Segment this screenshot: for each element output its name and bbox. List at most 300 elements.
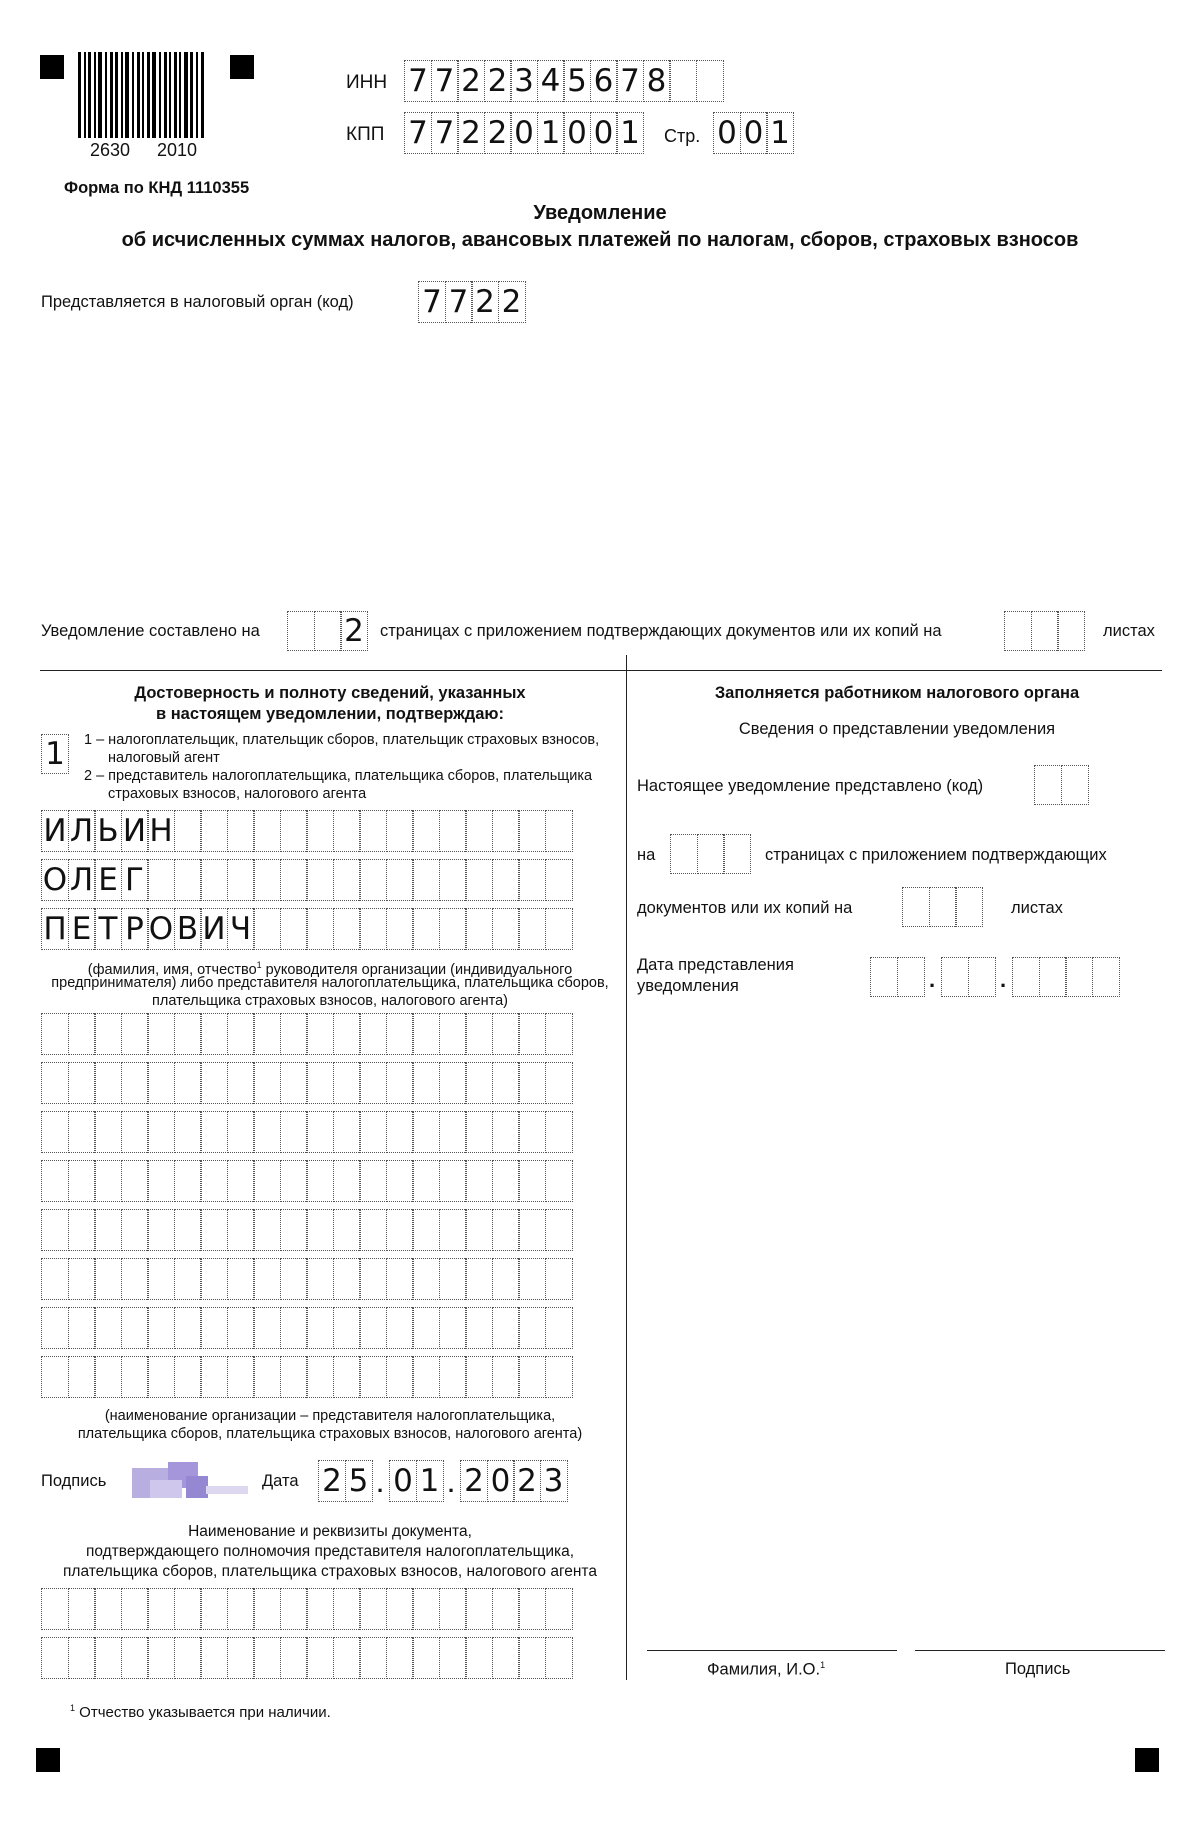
char-cell bbox=[492, 859, 520, 901]
char-cell: 0 bbox=[389, 1460, 417, 1502]
empty-cell-row bbox=[41, 1111, 571, 1153]
doc-caption-line2: подтверждающего полномочия представителя налогоплательщика, bbox=[85, 1543, 575, 1560]
char-cell bbox=[121, 1258, 149, 1300]
char-cell bbox=[359, 1356, 387, 1398]
page-number-cells bbox=[713, 112, 793, 154]
char-cell bbox=[386, 1637, 414, 1679]
surname-cells bbox=[41, 810, 571, 852]
doc-caption-line3: плательщика сборов, плательщика страховых взносов, налогового агента bbox=[63, 1563, 597, 1580]
barcode-bar bbox=[147, 52, 150, 138]
on-label: на bbox=[637, 846, 656, 864]
signature-date bbox=[318, 1460, 566, 1502]
char-cell: 2 bbox=[498, 281, 526, 323]
barcode-bar bbox=[78, 52, 81, 138]
char-cell bbox=[929, 887, 957, 927]
inn-label: ИНН bbox=[346, 72, 388, 93]
name-cells bbox=[41, 859, 571, 901]
char-cell bbox=[439, 1258, 467, 1300]
char-cell bbox=[492, 1588, 520, 1630]
title-line2: об исчисленных суммах налогов, авансовых платежей по налогам, сборов, страховых взносов bbox=[121, 229, 1079, 251]
char-cell bbox=[41, 1111, 69, 1153]
char-cell bbox=[200, 1209, 228, 1251]
char-cell bbox=[545, 1258, 573, 1300]
empty-cell-row bbox=[41, 1160, 571, 1202]
char-cell bbox=[697, 834, 725, 874]
char-cell: В bbox=[174, 908, 202, 950]
char-cell bbox=[41, 1307, 69, 1349]
empty-cell-row bbox=[41, 1209, 571, 1251]
char-cell bbox=[518, 1160, 546, 1202]
char-cell bbox=[147, 1356, 175, 1398]
char-cell bbox=[439, 1062, 467, 1104]
char-cell bbox=[518, 908, 546, 950]
char-cell bbox=[147, 1111, 175, 1153]
char-cell bbox=[280, 1209, 308, 1251]
char-cell bbox=[1039, 957, 1067, 997]
doc-caption-line1: Наименование и реквизиты документа, bbox=[188, 1523, 472, 1540]
char-cell bbox=[121, 1209, 149, 1251]
char-cell: 2 bbox=[484, 60, 512, 102]
char-cell bbox=[174, 1111, 202, 1153]
char-cell bbox=[492, 1013, 520, 1055]
signature-label: Подпись bbox=[41, 1472, 107, 1490]
char-cell bbox=[68, 1307, 96, 1349]
char-cell bbox=[333, 1258, 361, 1300]
corner-marker-top-left bbox=[40, 55, 64, 79]
form-code: Форма по КНД 1110355 bbox=[64, 179, 250, 197]
docs-label: документов или их копий на bbox=[637, 899, 853, 917]
char-cell bbox=[200, 1356, 228, 1398]
char-cell bbox=[1057, 611, 1085, 651]
char-cell: 0 bbox=[713, 112, 741, 154]
char-cell bbox=[68, 1637, 96, 1679]
char-cell bbox=[545, 1637, 573, 1679]
char-cell bbox=[227, 810, 255, 852]
char-cell bbox=[439, 908, 467, 950]
char-cell bbox=[306, 1013, 334, 1055]
char-cell: И bbox=[200, 908, 228, 950]
char-cell bbox=[333, 859, 361, 901]
char-cell bbox=[465, 859, 493, 901]
char-cell bbox=[465, 1637, 493, 1679]
signature-line bbox=[915, 1650, 1165, 1651]
barcode-bar bbox=[94, 52, 96, 138]
char-cell: 0 bbox=[590, 112, 618, 154]
char-cell bbox=[545, 859, 573, 901]
char-cell bbox=[94, 1062, 122, 1104]
char-cell bbox=[306, 859, 334, 901]
char-cell bbox=[545, 810, 573, 852]
char-cell bbox=[359, 1307, 387, 1349]
char-cell bbox=[545, 1588, 573, 1630]
char-cell bbox=[306, 1062, 334, 1104]
char-cell bbox=[333, 1111, 361, 1153]
char-cell bbox=[359, 810, 387, 852]
fio-caption-line2: предпринимателя) либо представителя налогоплательщика, плательщика сборов, bbox=[51, 975, 609, 991]
signer-type-cell bbox=[41, 734, 68, 774]
char-cell bbox=[314, 611, 342, 651]
char-cell bbox=[518, 1637, 546, 1679]
char-cell bbox=[306, 1588, 334, 1630]
char-cell: 1 bbox=[537, 112, 565, 154]
right-heading: Заполняется работником налогового органа bbox=[714, 684, 1080, 702]
char-cell bbox=[518, 1307, 546, 1349]
char-cell bbox=[359, 1209, 387, 1251]
fio-caption-line1: (фамилия, имя, отчество$^1$ руководителя организации (индивидуального bbox=[87, 960, 573, 978]
char-cell bbox=[386, 1209, 414, 1251]
right-sheets-cells bbox=[902, 887, 982, 927]
char-cell bbox=[68, 1356, 96, 1398]
char-cell bbox=[1092, 957, 1120, 997]
char-cell bbox=[492, 1160, 520, 1202]
char-cell bbox=[174, 1209, 202, 1251]
char-cell bbox=[333, 1209, 361, 1251]
char-cell bbox=[465, 810, 493, 852]
char-cell bbox=[306, 810, 334, 852]
column-divider bbox=[626, 655, 627, 1680]
char-cell bbox=[147, 1637, 175, 1679]
char-cell bbox=[465, 1356, 493, 1398]
pages-suffix: листах bbox=[1103, 622, 1155, 640]
char-cell bbox=[465, 1307, 493, 1349]
char-cell bbox=[439, 1356, 467, 1398]
char-cell bbox=[968, 957, 996, 997]
char-cell bbox=[545, 1160, 573, 1202]
char-cell bbox=[412, 1588, 440, 1630]
submission-date-cells bbox=[870, 957, 1118, 997]
submission-date-label-line2: уведомления bbox=[637, 977, 739, 995]
char-cell bbox=[174, 1013, 202, 1055]
char-cell bbox=[174, 859, 202, 901]
barcode-bar bbox=[169, 52, 171, 138]
char-cell: 1 bbox=[41, 734, 69, 774]
empty-cell-row bbox=[41, 1258, 571, 1300]
char-cell bbox=[333, 1307, 361, 1349]
fio-signature-line bbox=[647, 1650, 897, 1651]
char-cell bbox=[545, 908, 573, 950]
section-divider bbox=[40, 670, 1162, 671]
char-cell bbox=[545, 1209, 573, 1251]
char-cell: 5 bbox=[563, 60, 591, 102]
char-cell: 7 bbox=[431, 112, 459, 154]
char-cell bbox=[941, 957, 969, 997]
char-cell bbox=[68, 1258, 96, 1300]
barcode-bar bbox=[84, 52, 86, 138]
submission-date-label-line1: Дата представления bbox=[637, 956, 794, 974]
char-cell bbox=[386, 1013, 414, 1055]
char-cell bbox=[518, 1013, 546, 1055]
char-cell: 3 bbox=[540, 1460, 568, 1502]
char-cell bbox=[121, 1160, 149, 1202]
char-cell bbox=[412, 859, 440, 901]
char-cell bbox=[68, 1209, 96, 1251]
submitted-code-cells bbox=[1034, 765, 1087, 805]
char-cell bbox=[1004, 611, 1032, 651]
barcode-bar bbox=[159, 52, 161, 138]
char-cell bbox=[333, 1013, 361, 1055]
inn-cells bbox=[404, 60, 722, 102]
barcode-bar bbox=[88, 52, 91, 138]
char-cell: 7 bbox=[418, 281, 446, 323]
char-cell bbox=[723, 834, 751, 874]
char-cell bbox=[439, 1637, 467, 1679]
char-cell bbox=[465, 1160, 493, 1202]
char-cell bbox=[41, 1258, 69, 1300]
char-cell bbox=[492, 1307, 520, 1349]
char-cell bbox=[280, 908, 308, 950]
char-cell bbox=[147, 1013, 175, 1055]
char-cell bbox=[227, 1637, 255, 1679]
char-cell: Ч bbox=[227, 908, 255, 950]
char-cell bbox=[306, 1209, 334, 1251]
char-cell bbox=[412, 1111, 440, 1153]
char-cell bbox=[147, 1160, 175, 1202]
char-cell: 0 bbox=[510, 112, 538, 154]
char-cell: Р bbox=[121, 908, 149, 950]
char-cell bbox=[359, 1062, 387, 1104]
char-cell bbox=[200, 810, 228, 852]
char-cell bbox=[41, 1013, 69, 1055]
char-cell bbox=[280, 1111, 308, 1153]
authority-label: Представляется в налоговый орган (код) bbox=[41, 293, 354, 311]
char-cell bbox=[94, 1637, 122, 1679]
char-cell bbox=[280, 1258, 308, 1300]
char-cell bbox=[439, 810, 467, 852]
char-cell: 7 bbox=[404, 60, 432, 102]
char-cell bbox=[121, 1111, 149, 1153]
char-cell bbox=[121, 1588, 149, 1630]
char-cell bbox=[306, 1307, 334, 1349]
char-cell bbox=[174, 1258, 202, 1300]
char-cell: 0 bbox=[740, 112, 768, 154]
char-cell: Л bbox=[68, 859, 96, 901]
char-cell bbox=[386, 908, 414, 950]
char-cell bbox=[200, 1258, 228, 1300]
char-cell bbox=[412, 1307, 440, 1349]
char-cell bbox=[492, 1356, 520, 1398]
char-cell bbox=[121, 1013, 149, 1055]
date-separator: . bbox=[999, 967, 1007, 992]
char-cell: 1 bbox=[616, 112, 644, 154]
char-cell bbox=[147, 1258, 175, 1300]
char-cell: Ь bbox=[94, 810, 122, 852]
char-cell bbox=[147, 1209, 175, 1251]
char-cell bbox=[870, 957, 898, 997]
char-cell bbox=[518, 1062, 546, 1104]
char-cell bbox=[412, 810, 440, 852]
char-cell bbox=[68, 1013, 96, 1055]
char-cell bbox=[121, 1307, 149, 1349]
char-cell bbox=[200, 859, 228, 901]
char-cell bbox=[280, 1160, 308, 1202]
char-cell: Е bbox=[68, 908, 96, 950]
right-sign-label: Подпись bbox=[1005, 1660, 1071, 1678]
sheets-count-cells bbox=[1004, 611, 1084, 651]
char-cell bbox=[412, 1209, 440, 1251]
barcode-bar bbox=[179, 52, 181, 138]
char-cell bbox=[386, 859, 414, 901]
char-cell bbox=[439, 859, 467, 901]
char-cell bbox=[518, 1111, 546, 1153]
char-cell bbox=[94, 1258, 122, 1300]
char-cell: 4 bbox=[537, 60, 565, 102]
char-cell bbox=[227, 859, 255, 901]
char-cell bbox=[955, 887, 983, 927]
char-cell bbox=[227, 1160, 255, 1202]
char-cell bbox=[306, 1258, 334, 1300]
char-cell bbox=[1061, 765, 1089, 805]
char-cell bbox=[41, 1062, 69, 1104]
right-pages-label: страницах с приложением подтверждающих bbox=[765, 846, 1107, 864]
char-cell: 7 bbox=[404, 112, 432, 154]
empty-cell-row bbox=[41, 1588, 571, 1630]
char-cell bbox=[465, 1209, 493, 1251]
char-cell bbox=[280, 1637, 308, 1679]
submitted-code-label: Настоящее уведомление представлено (код) bbox=[637, 777, 984, 795]
char-cell: 0 bbox=[487, 1460, 515, 1502]
char-cell bbox=[359, 1258, 387, 1300]
char-cell bbox=[518, 1356, 546, 1398]
barcode-bar bbox=[174, 52, 177, 138]
char-cell bbox=[359, 1637, 387, 1679]
barcode-bar bbox=[142, 52, 144, 138]
char-cell: Г bbox=[121, 859, 149, 901]
char-cell bbox=[280, 810, 308, 852]
char-cell bbox=[1034, 765, 1062, 805]
char-cell: 2 bbox=[457, 60, 485, 102]
char-cell bbox=[41, 1637, 69, 1679]
barcode-bar bbox=[184, 52, 188, 138]
char-cell bbox=[412, 1160, 440, 1202]
char-cell: 2 bbox=[513, 1460, 541, 1502]
char-cell bbox=[897, 957, 925, 997]
char-cell bbox=[174, 1160, 202, 1202]
char-cell bbox=[280, 1588, 308, 1630]
char-cell bbox=[333, 1637, 361, 1679]
char-cell bbox=[200, 1062, 228, 1104]
empty-cell-row bbox=[41, 1637, 571, 1679]
char-cell bbox=[439, 1588, 467, 1630]
char-cell bbox=[280, 1013, 308, 1055]
char-cell bbox=[492, 1258, 520, 1300]
char-cell bbox=[696, 60, 724, 102]
corner-marker-bottom-right bbox=[1135, 1748, 1159, 1772]
char-cell: И bbox=[121, 810, 149, 852]
char-cell bbox=[174, 1062, 202, 1104]
char-cell bbox=[359, 1160, 387, 1202]
right-subheading: Сведения о представлении уведомления bbox=[738, 720, 1056, 738]
authority-code-cells bbox=[418, 281, 524, 323]
char-cell bbox=[41, 1160, 69, 1202]
char-cell bbox=[174, 1637, 202, 1679]
char-cell bbox=[280, 1307, 308, 1349]
char-cell bbox=[333, 1356, 361, 1398]
pages-prefix: Уведомление составлено на bbox=[41, 622, 260, 640]
barcode-bar bbox=[190, 52, 193, 138]
char-cell bbox=[465, 1111, 493, 1153]
char-cell: О bbox=[147, 908, 175, 950]
char-cell bbox=[227, 1209, 255, 1251]
char-cell bbox=[439, 1013, 467, 1055]
char-cell bbox=[412, 1258, 440, 1300]
char-cell bbox=[306, 1637, 334, 1679]
char-cell bbox=[386, 1258, 414, 1300]
pages-count-cells bbox=[287, 611, 367, 651]
char-cell bbox=[669, 60, 697, 102]
kpp-cells bbox=[404, 112, 643, 154]
char-cell: И bbox=[41, 810, 69, 852]
char-cell bbox=[492, 1111, 520, 1153]
char-cell bbox=[306, 1111, 334, 1153]
patronymic-cells bbox=[41, 908, 571, 950]
signature-image bbox=[128, 1458, 258, 1504]
char-cell bbox=[253, 1111, 281, 1153]
char-cell bbox=[280, 859, 308, 901]
char-cell bbox=[147, 1588, 175, 1630]
empty-cell-row bbox=[41, 1356, 571, 1398]
char-cell bbox=[439, 1111, 467, 1153]
char-cell: 2 bbox=[460, 1460, 488, 1502]
char-cell bbox=[465, 908, 493, 950]
char-cell: Т bbox=[94, 908, 122, 950]
barcode-bar bbox=[105, 52, 107, 138]
option2-line2: страховых взносов, налогового агента bbox=[108, 786, 367, 802]
char-cell bbox=[492, 1637, 520, 1679]
char-cell bbox=[200, 1013, 228, 1055]
char-cell bbox=[253, 1209, 281, 1251]
footnote: $^1$ Отчество указывается при наличии. bbox=[70, 1703, 331, 1721]
char-cell bbox=[412, 1013, 440, 1055]
char-cell bbox=[1012, 957, 1040, 997]
char-cell bbox=[94, 1013, 122, 1055]
char-cell bbox=[902, 887, 930, 927]
char-cell bbox=[518, 810, 546, 852]
char-cell bbox=[253, 1013, 281, 1055]
right-pages-cells bbox=[670, 834, 750, 874]
barcode-bar bbox=[201, 52, 204, 138]
corner-marker-top-right bbox=[230, 55, 254, 79]
option2-line1: 2 – представитель налогоплательщика, плательщика сборов, плательщика bbox=[84, 768, 593, 784]
char-cell: 2 bbox=[457, 112, 485, 154]
char-cell bbox=[41, 1209, 69, 1251]
char-cell: 2 bbox=[471, 281, 499, 323]
char-cell bbox=[518, 1258, 546, 1300]
char-cell bbox=[253, 1588, 281, 1630]
char-cell bbox=[253, 1637, 281, 1679]
char-cell bbox=[386, 1356, 414, 1398]
char-cell bbox=[41, 1356, 69, 1398]
char-cell bbox=[545, 1013, 573, 1055]
char-cell: 2 bbox=[340, 611, 368, 651]
char-cell bbox=[94, 1209, 122, 1251]
char-cell bbox=[68, 1588, 96, 1630]
pages-middle: страницах с приложением подтверждающих документов или их копий на bbox=[380, 622, 942, 640]
barcode-bar bbox=[110, 52, 113, 138]
char-cell bbox=[227, 1062, 255, 1104]
char-cell bbox=[359, 1588, 387, 1630]
char-cell bbox=[41, 1588, 69, 1630]
empty-cell-row bbox=[41, 1062, 571, 1104]
org-caption-line2: плательщика сборов, плательщика страховых взносов, налогового агента) bbox=[77, 1426, 583, 1442]
char-cell bbox=[68, 1062, 96, 1104]
char-cell bbox=[121, 1637, 149, 1679]
empty-cell-row bbox=[41, 1013, 571, 1055]
char-cell bbox=[227, 1307, 255, 1349]
char-cell bbox=[94, 1160, 122, 1202]
char-cell bbox=[94, 1111, 122, 1153]
char-cell bbox=[333, 810, 361, 852]
option1-line1: 1 – налогоплательщик, плательщик сборов, плательщик страховых взносов, bbox=[84, 732, 600, 748]
